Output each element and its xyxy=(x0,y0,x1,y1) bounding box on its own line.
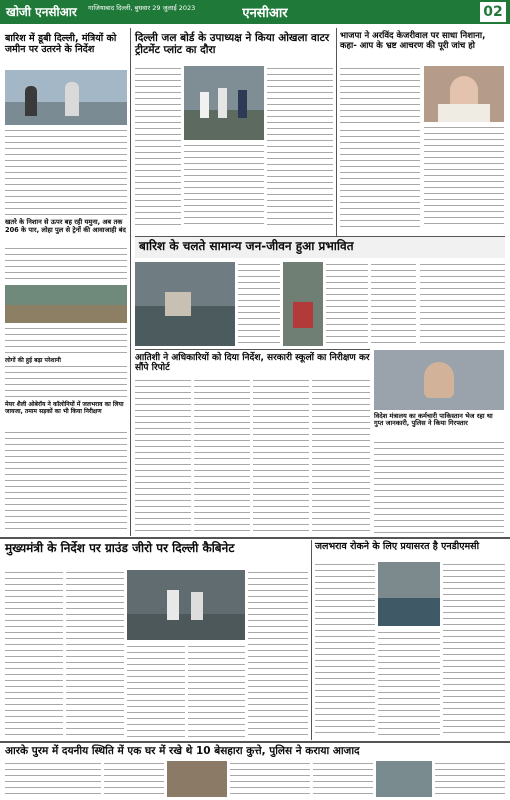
headline-djb-visit: दिल्ली जल बोर्ड के उपाध्यक्ष ने किया ओखला वाटर ट्रीटमेंट प्लांट का दौरा xyxy=(135,32,330,57)
bjp-body-col1 xyxy=(340,66,420,126)
rk-puram-body-col1 xyxy=(5,761,101,797)
photo-treatment-plant xyxy=(184,66,264,140)
section-divider xyxy=(0,741,510,743)
headline-rk-puram: आरके पुरम में दयनीय स्थिति में एक घर में रखे थे 10 बेसहारा कुत्ते, पुलिस ने कराया आजाद xyxy=(5,745,360,757)
headline-rain-life: बारिश के चलते सामान्य जन-जीवन हुआ प्रभावित xyxy=(139,239,354,253)
photo-waterlogged-street xyxy=(135,262,235,346)
djb-body-col3 xyxy=(267,66,333,226)
rain-life-body-col2 xyxy=(326,262,368,346)
masthead-bar xyxy=(0,0,510,24)
photo-flood xyxy=(5,285,127,323)
cm-body-col3 xyxy=(127,644,185,738)
rk-puram-body-col2 xyxy=(104,761,164,797)
flood-caption-text xyxy=(5,326,127,354)
atishi-body-col2 xyxy=(194,378,250,533)
headline-ndmc: जलभराव रोकने के लिए प्रयासरत है एनडीएमसी xyxy=(315,541,480,552)
cm-body-col1 xyxy=(5,570,63,738)
rk-puram-body-col5 xyxy=(435,761,505,797)
photo-scooter-rain xyxy=(283,262,323,346)
cm-body-col2 xyxy=(66,570,124,738)
rk-puram-body-col3 xyxy=(230,761,310,797)
djb-body-col1 xyxy=(135,66,181,226)
dateline: गाजियाबाद दिल्ली, बुधवार 29 जुलाई 2023 xyxy=(88,4,196,12)
mayor-body-text xyxy=(5,430,127,533)
rain-life-body-col3 xyxy=(371,262,416,346)
ndmc-body-col3 xyxy=(443,562,505,738)
atishi-body-col1 xyxy=(135,378,191,533)
subhead-mayor-inspection: मेयर शैली ओबेरॉय ने कॉलोनियों में जलभराव का लिया जायजा, तमाम सड़कों का भी किया निरीक्षण xyxy=(5,401,124,415)
headline-cm-cabinet: मुख्यमंत्री के निर्देश पर ग्राउंड जीरो पर दिल्ली कैबिनेट xyxy=(5,541,235,555)
photo-mea-accused xyxy=(374,350,504,410)
bjp-body-col3 xyxy=(424,125,504,228)
photo-dogs xyxy=(167,761,227,797)
newspaper-title: खोजी एनसीआर xyxy=(6,5,77,19)
column-divider xyxy=(311,540,312,740)
photo-police xyxy=(376,761,432,797)
headline-mea-fraud: विदेश मंत्रालय का कर्मचारी पाकिस्तान भेज रहा था गुप्त जानकारी, पुलिस ने किया गिरफ्तार xyxy=(374,412,493,428)
subhead-yamuna-level: खतरे के निशान से ऊपर बह रही यमुना, अब तक 206 के पार, लोहा पुल से ट्रेनों की आवाजाही बंद xyxy=(5,218,126,234)
section-title: एनसीआर xyxy=(242,6,288,21)
ndmc-body-col1 xyxy=(315,562,375,738)
headline-bjp-kejriwal: भाजपा ने अरविंद केजरीवाल पर साधा निशाना, कहा- आप के भ्रष्ट आचरण की पूरी जांच हो xyxy=(340,31,486,51)
photo-cabinet-ground-zero xyxy=(127,570,245,640)
rk-puram-body-col4 xyxy=(313,761,373,797)
yamuna-body-text xyxy=(5,246,127,282)
rain-delhi-body-text xyxy=(5,128,127,216)
mea-body-text xyxy=(374,440,504,533)
ndmc-body-col2 xyxy=(378,630,440,738)
section-divider xyxy=(135,349,370,350)
atishi-body-col3 xyxy=(253,378,309,533)
djb-body-col2 xyxy=(184,143,264,226)
photo-ndmc-drain xyxy=(378,562,440,626)
bjp-body-col2 xyxy=(340,128,420,228)
rain-life-body-col1 xyxy=(238,262,280,346)
subhead-public-trouble: लोगों की हुई बढ़ा परेशानी xyxy=(5,357,61,364)
cm-body-col5 xyxy=(248,570,308,738)
section-divider xyxy=(0,537,510,539)
cm-body-col4 xyxy=(188,644,245,738)
public-trouble-body xyxy=(5,364,127,400)
column-divider xyxy=(336,28,337,236)
rain-life-body-col4 xyxy=(420,262,505,346)
page-number: 02 xyxy=(480,2,506,22)
photo-bjp-spokesperson xyxy=(424,66,504,122)
headline-rain-delhi: बारिश में डूबी दिल्ली, मंत्रियों को जमीन पर उतरने के निर्देश xyxy=(5,33,117,55)
column-divider xyxy=(130,28,131,536)
headline-atishi-schools: आतिशी ने अधिकारियों को दिया निर्देश, सरकारी स्कूलों का निरीक्षण कर सौंपे रिपोर्ट xyxy=(135,353,370,374)
banner-rain-life xyxy=(135,236,505,258)
atishi-body-col4 xyxy=(312,378,370,533)
photo-mayor-inspection xyxy=(5,70,127,125)
